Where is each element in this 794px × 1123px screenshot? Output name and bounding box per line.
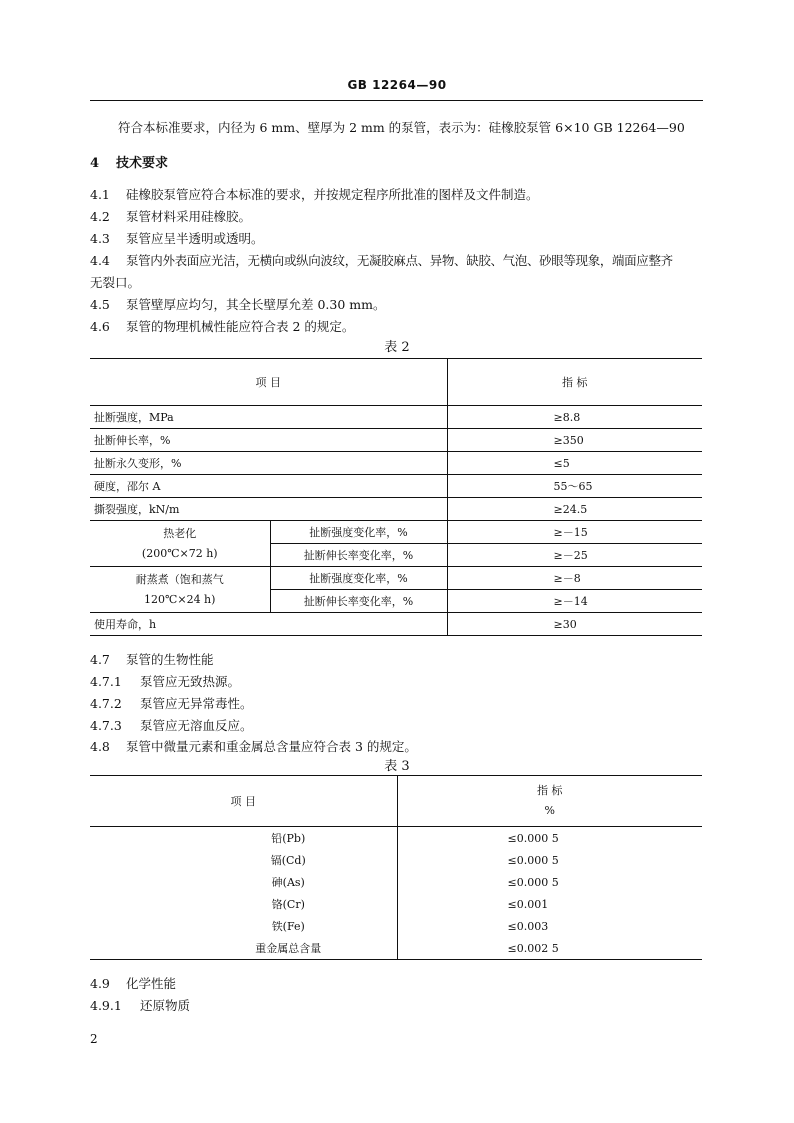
clause-text: 还原物质 — [140, 998, 191, 1013]
row-value: ≥－8 — [553, 572, 581, 585]
group-label-steam — [90, 567, 270, 613]
row-value: ≥8.8 — [553, 410, 581, 424]
header-rule — [90, 100, 703, 101]
page-number: 2 — [90, 1032, 98, 1046]
group-condition: (200℃×72 h) — [141, 546, 218, 560]
running-header: GB 12264—90 — [347, 78, 447, 92]
clause-4-2 — [90, 207, 251, 227]
clause-number: 4.6 — [90, 319, 110, 334]
clause-4-4-continued: 无裂口。 — [90, 275, 141, 290]
clause-text: 泵管的生物性能 — [126, 652, 214, 667]
clause-number: 4.7.3 — [90, 718, 122, 733]
table-row — [90, 406, 702, 429]
row-value: ≥30 — [553, 617, 577, 631]
table-row — [90, 915, 702, 937]
clause-4-7-3 — [90, 716, 253, 736]
table-row — [90, 521, 702, 544]
row-item: 扯断永久变形，% — [90, 452, 447, 475]
clause-number: 4.9.1 — [90, 998, 122, 1013]
row-item: 硬度，邵尔 A — [90, 475, 447, 498]
table-row — [90, 452, 702, 475]
table-2-header-item: 项 目 — [90, 359, 447, 406]
clause-text: 泵管材料采用硅橡胶。 — [126, 209, 252, 224]
table-3-header-item: 项 目 — [90, 776, 397, 827]
clause-text: 泵管应无溶血反应。 — [140, 718, 253, 733]
row-value: ≤0.003 — [507, 919, 549, 933]
clause-4-7-2 — [90, 694, 253, 714]
table-3 — [90, 775, 702, 960]
table-row — [90, 567, 702, 590]
clause-4-9 — [90, 974, 176, 994]
table-row — [90, 429, 702, 452]
row-value: ≥－15 — [553, 526, 588, 539]
clause-number: 4.1 — [90, 187, 110, 202]
row-value: ≥350 — [553, 433, 584, 447]
row-value: 55～65 — [553, 480, 593, 493]
table-row — [90, 849, 702, 871]
clause-number: 4.7.1 — [90, 674, 122, 689]
table-row — [90, 871, 702, 893]
clause-number: 4.5 — [90, 297, 110, 312]
row-value: ≥－25 — [553, 549, 588, 562]
clause-text: 泵管中微量元素和重金属总含量应符合表 3 的规定。 — [126, 739, 417, 754]
table-3-header-index — [397, 776, 702, 827]
row-item: 使用寿命，h — [90, 613, 447, 636]
table-2-header-index: 指 标 — [562, 376, 588, 389]
group-name: 耐蒸煮（饱和蒸气 — [135, 572, 224, 586]
row-value: ≥－14 — [553, 595, 588, 608]
clause-4-3 — [90, 229, 264, 249]
clause-number: 4.2 — [90, 209, 110, 224]
table-3-caption: 表 3 — [384, 759, 410, 774]
clause-4-1 — [90, 185, 539, 205]
clause-text: 泵管应呈半透明或透明。 — [126, 231, 264, 246]
clause-4-8 — [90, 737, 417, 757]
clause-text: 化学性能 — [126, 976, 177, 991]
clause-number: 4.7 — [90, 652, 110, 667]
clause-text: 泵管的物理机械性能应符合表 2 的规定。 — [126, 319, 355, 334]
table-row — [90, 893, 702, 915]
clause-number: 4.9 — [90, 976, 110, 991]
row-value: ≤0.000 5 — [507, 831, 559, 845]
row-value: ≤0.001 — [507, 897, 549, 911]
clause-number: 4.3 — [90, 231, 110, 246]
intro-text: 符合本标准要求，内径为 6 mm、壁厚为 2 mm 的泵管，表示为：硅橡胶泵管 6×10 GB 12264—90 — [118, 120, 685, 135]
section-title: 技术要求 — [116, 156, 169, 171]
row-value: ≤0.002 5 — [507, 941, 559, 955]
table-2-caption: 表 2 — [384, 340, 410, 355]
table-row — [90, 937, 702, 960]
group-label-heat-aging — [90, 521, 270, 567]
table-row — [90, 475, 702, 498]
row-value: ≤5 — [553, 456, 570, 470]
table-row — [90, 613, 702, 636]
header-index-label: 指 标 — [537, 784, 563, 797]
row-item: 撕裂强度，kN/m — [90, 498, 447, 521]
clause-number: 4.4 — [90, 253, 110, 268]
clause-text: 硅橡胶泵管应符合本标准的要求，并按规定程序所批准的图样及文件制造。 — [126, 187, 539, 202]
clause-text: 泵管内外表面应光洁，无横向或纵向波纹，无凝胶麻点、异物、缺胶、气泡、砂眼等现象，端面应整齐 — [126, 253, 673, 268]
row-value: ≤0.000 5 — [507, 875, 559, 889]
table-2 — [90, 358, 702, 636]
section-number: 4 — [90, 156, 100, 171]
row-item: 扯断强度变化率，% — [270, 521, 447, 544]
row-item: 扯断伸长率变化率，% — [270, 544, 447, 567]
group-name: 热老化 — [163, 526, 197, 540]
clause-number: 4.8 — [90, 739, 110, 754]
row-value: ≤0.000 5 — [507, 853, 559, 867]
row-item: 铁(Fe) — [90, 915, 397, 937]
group-condition: 120℃×24 h) — [144, 592, 216, 606]
clause-4-5 — [90, 295, 386, 315]
clause-4-6 — [90, 317, 354, 337]
clause-text: 泵管应无致热源。 — [140, 674, 241, 689]
clause-text: 泵管壁厚应均匀，其全长壁厚允差 0.30 mm。 — [126, 297, 386, 312]
row-item: 铅(Pb) — [90, 827, 397, 850]
row-item: 砷(As) — [90, 871, 397, 893]
table-row — [90, 827, 702, 850]
clause-number: 4.7.2 — [90, 696, 122, 711]
clause-4-7-1 — [90, 672, 240, 692]
row-value: ≥24.5 — [553, 502, 588, 516]
row-item: 扯断强度，MPa — [90, 406, 447, 429]
clause-4-4 — [90, 251, 673, 271]
section-4-heading — [90, 154, 168, 174]
clause-text: 泵管应无异常毒性。 — [140, 696, 253, 711]
row-item: 扯断伸长率，% — [90, 429, 447, 452]
row-item: 镉(Cd) — [90, 849, 397, 871]
clause-4-9-1 — [90, 996, 190, 1016]
table-row — [90, 498, 702, 521]
header-unit: % — [544, 804, 555, 817]
row-item: 扯断强度变化率，% — [270, 567, 447, 590]
row-item: 扯断伸长率变化率，% — [270, 590, 447, 613]
row-item: 铬(Cr) — [90, 893, 397, 915]
row-item: 重金属总含量 — [90, 937, 397, 960]
clause-4-7 — [90, 650, 214, 670]
